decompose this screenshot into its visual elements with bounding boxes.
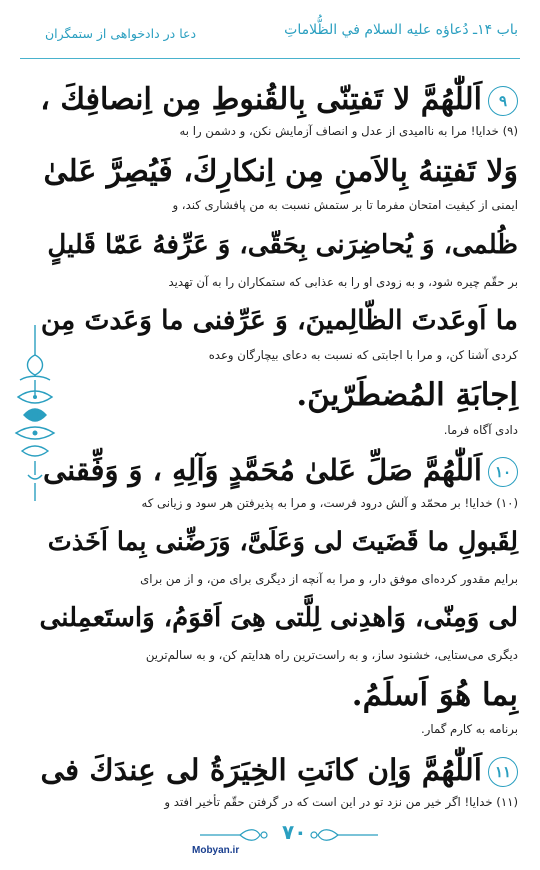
translation-line-9: برنامه به کارم گمار. [421,722,518,736]
chapter-title: باب ۱۴ـ دُعاؤه عليه السلام في الظُّلاماتِ [284,22,518,38]
arabic-line-7: لِقَبولِ ما قَضَيتَ لى وَعَلَىَّ، وَرَضِّنى بِما اَخَذتَ [47,527,518,557]
header-divider [20,58,520,59]
arabic-line-3: ظُلمى، وَ يُحاضِرَنى بِحَقّى، وَ عَرِّفهُ عَمّا قَليلٍ [47,230,518,260]
arabic-text: اَللّٰهُمَّ وَاِن كانَتِ الخِيَرَةُ لى عِندَكَ فى [40,752,482,787]
arabic-line-8: لى وَمِنّى، وَاهدِنى لِلَّتى هِىَ اَقوَمُ، وَاستَعمِلنى [39,603,518,633]
site-watermark: Mobyan.ir [192,845,240,856]
arabic-text: اَللّٰهُمَّ لا تَفتِنّى بِالقُنوطِ مِن اِنصافِكَ ، [40,82,482,117]
arabic-line-6 [42,453,518,487]
verse-number-badge: ۱۱ [488,757,518,787]
arabic-line-9: بِما هُوَ اَسلَمُ. [351,677,518,713]
arabic-line-10 [40,752,518,787]
translation-line-10: (۱۱) خدایا! اگر خیر من نزد تو در این است که در گرفتن حقّم تأخیر افتد و [164,795,518,809]
page-header [0,0,540,40]
footer-ornament-left-icon [200,826,270,844]
page-number: ۷۰ [282,820,307,844]
translation-line-3: بر حقّم چیره شود، و به زودی او را به عذابی که ستمکاران را به آن تهدید [168,275,518,289]
arabic-line-2: وَلا تَفتِنهُ بِالاَمنِ مِن اِنكارِكَ، فَيُصِرَّ عَلىٰ [43,154,518,189]
arabic-line-1 [40,82,518,117]
verse-number-badge: ۱۰ [488,457,518,487]
translation-line-7: برایم مقدور کرده‌ای موفق دار، و مرا به آنچه از دیگری برای من، و از من برای [140,572,518,586]
translation-line-1: (۹) خدایا! مرا به ناامیدی از عدل و انصاف آزمایش نکن، و دشمن را به [179,124,518,138]
arabic-line-4: ما اَوعَدتَ الظّالِمينَ، وَ عَرِّفنى ما وَعَدتَ مِن [40,305,518,336]
translation-line-6: (۱۰) خدایا! بر محمّد و آلش درود فرست، و مرا به پذیرفتن هر سود و زیانی که [141,496,518,510]
translation-line-2: ایمنی از کیفیت امتحان مفرما تا بر ستمش نسبت به من پافشاری کند، و [172,198,518,212]
arabic-line-5: اِجابَةِ المُضطَرّينَ. [296,377,518,413]
translation-line-5: دادی آگاه فرما. [443,423,518,437]
arabic-text: اَللّٰهُمَّ صَلِّ عَلىٰ مُحَمَّدٍ وَآلِهِ ، وَ وَفِّقنى [42,453,482,487]
chapter-subtitle: دعا در دادخواهی از ستمگران [45,26,197,41]
translation-line-4: کردی آشنا کن، و مرا با اجابتی که نسبت به دعای بیچارگان وعده [208,348,518,362]
verse-number-badge: ۹ [488,86,518,116]
translation-line-8: دیگری می‌ستایی، خشنود ساز، و به راست‌ترین راه هدایتم کن، و به سالم‌ترین [145,648,518,662]
footer-ornament-right-icon [308,826,378,844]
